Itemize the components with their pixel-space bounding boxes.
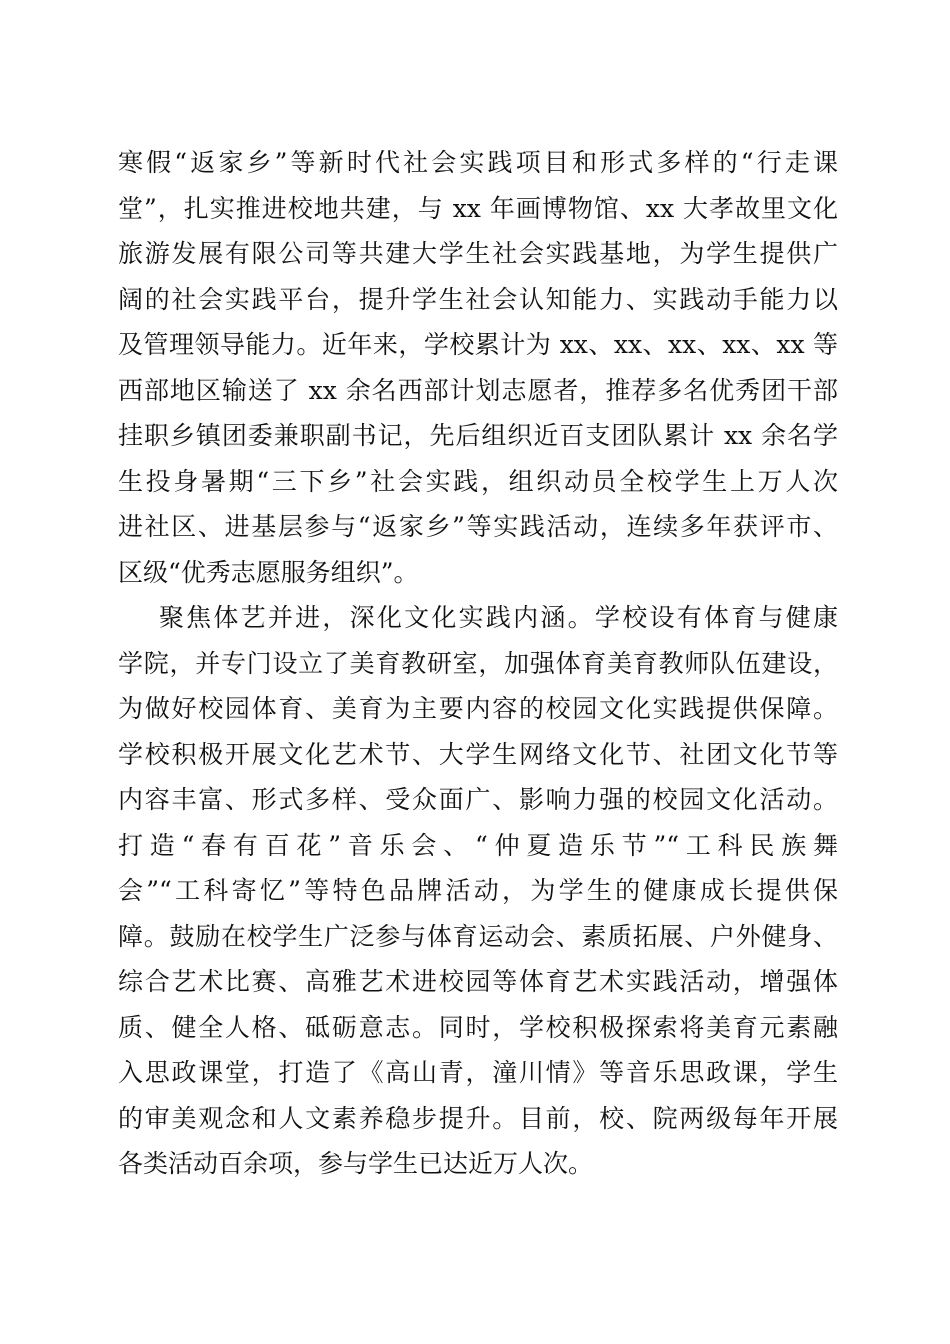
text-line: 的审美观念和人文素养稳步提升。目前，校、院两级每年开展: [118, 1103, 838, 1133]
text-line: 内容丰富、形式多样、受众面广、影响力强的校园文化活动。: [118, 785, 838, 814]
text-line: 入思政课堂，打造了《高山青，潼川情》等音乐思政课，学生: [118, 1058, 838, 1087]
text-line: 挂职乡镇团委兼职副书记，先后组织近百支团队累计 xx 余名学: [118, 421, 838, 450]
text-line: 阔的社会实践平台，提升学生社会认知能力、实践动手能力以: [118, 284, 838, 314]
text-line: 堂”，扎实推进校地共建，与 xx 年画博物馆、xx 大孝故里文化: [118, 193, 838, 223]
body-text: [118, 140, 838, 1187]
text-line: 聚焦体艺并进，深化文化实践内涵。学校设有体育与健康: [118, 603, 838, 632]
text-line: 进社区、进基层参与“返家乡”等实践活动，连续多年获评市、: [118, 512, 838, 541]
text-line: 综合艺术比赛、高雅艺术进校园等体育艺术实践活动，增强体: [118, 967, 838, 996]
text-line: 旅游发展有限公司等共建大学生社会实践基地，为学生提供广: [118, 239, 838, 268]
text-line: 寒假“返家乡”等新时代社会实践项目和形式多样的“行走课: [118, 148, 838, 177]
text-line: 西部地区输送了 xx 余名西部计划志愿者，推荐多名优秀团干部: [118, 375, 838, 405]
text-line: 为做好校园体育、美育为主要内容的校园文化实践提供保障。: [118, 694, 838, 723]
text-line: 各类活动百余项，参与学生已达近万人次。: [118, 1149, 594, 1178]
text-line: 学校积极开展文化艺术节、大学生网络文化节、社团文化节等: [118, 739, 838, 769]
paragraph-1: [118, 140, 838, 595]
text-line: 及管理领导能力。近年来，学校累计为 xx、xx、xx、xx、xx 等: [118, 330, 838, 359]
text-line: 会”“工科寄忆”等特色品牌活动，为学生的健康成长提供保: [118, 876, 838, 905]
text-line: 学院，并专门设立了美育教研室，加强体育美育教师队伍建设，: [118, 648, 838, 678]
text-line: 质、健全人格、砥砺意志。同时，学校积极探索将美育元素融: [118, 1012, 838, 1042]
text-line: 区级“优秀志愿服务组织”。: [118, 557, 419, 587]
text-line: 生投身暑期“三下乡”社会实践，组织动员全校学生上万人次: [118, 466, 838, 496]
paragraph-2: [118, 595, 838, 1187]
text-line: 打造“春有百花”音乐会、“仲夏造乐节”“工科民族舞: [118, 830, 838, 860]
text-line: 障。鼓励在校学生广泛参与体育运动会、素质拓展、户外健身、: [118, 921, 838, 951]
